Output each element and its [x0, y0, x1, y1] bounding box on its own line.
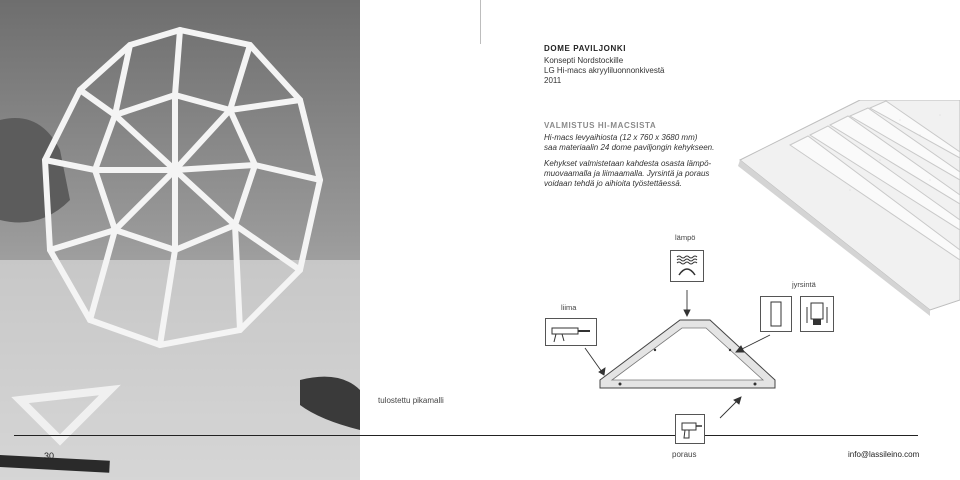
paragraph-line: saa materiaalin 24 dome paviljongin kehykseen. — [544, 143, 715, 152]
glue-label: liima — [561, 303, 577, 312]
page-divider — [480, 0, 481, 44]
header-line: Konsepti Nordstockille — [544, 56, 624, 65]
paragraph-line: Kehykset valmistetaan kahdesta osasta lämpö- — [544, 159, 712, 168]
section-title: VALMISTUS HI-MACSISTA — [544, 121, 657, 130]
heat-label: lämpö — [675, 233, 696, 242]
header-line: LG Hi-macs akryyliluonnonkivestä — [544, 66, 665, 75]
milling-label: jyrsintä — [792, 280, 816, 289]
header-line: 2011 — [544, 76, 562, 85]
paragraph-line: voidaan tehdä jo aihioita työstettäessä. — [544, 179, 682, 188]
heat-icon — [670, 250, 704, 282]
drill-label: poraus — [672, 450, 697, 459]
paragraph-line: muovaamalla ja liimaamalla. Jyrsintä ja poraus — [544, 169, 710, 178]
photo-caption: tulostettu pikamalli — [378, 396, 444, 405]
contact-email[interactable]: info@lassileino.com — [848, 450, 920, 459]
dome-model-illustration — [0, 0, 360, 480]
page-number: 30 — [44, 451, 55, 461]
dome-model-photo — [0, 0, 360, 480]
project-title: DOME PAVILJONKI — [544, 44, 627, 53]
drill-icon — [675, 414, 705, 444]
paragraph-line: Hi-macs levyaihiosta (12 x 760 x 3680 mm) — [544, 133, 698, 142]
project-header — [544, 44, 774, 86]
